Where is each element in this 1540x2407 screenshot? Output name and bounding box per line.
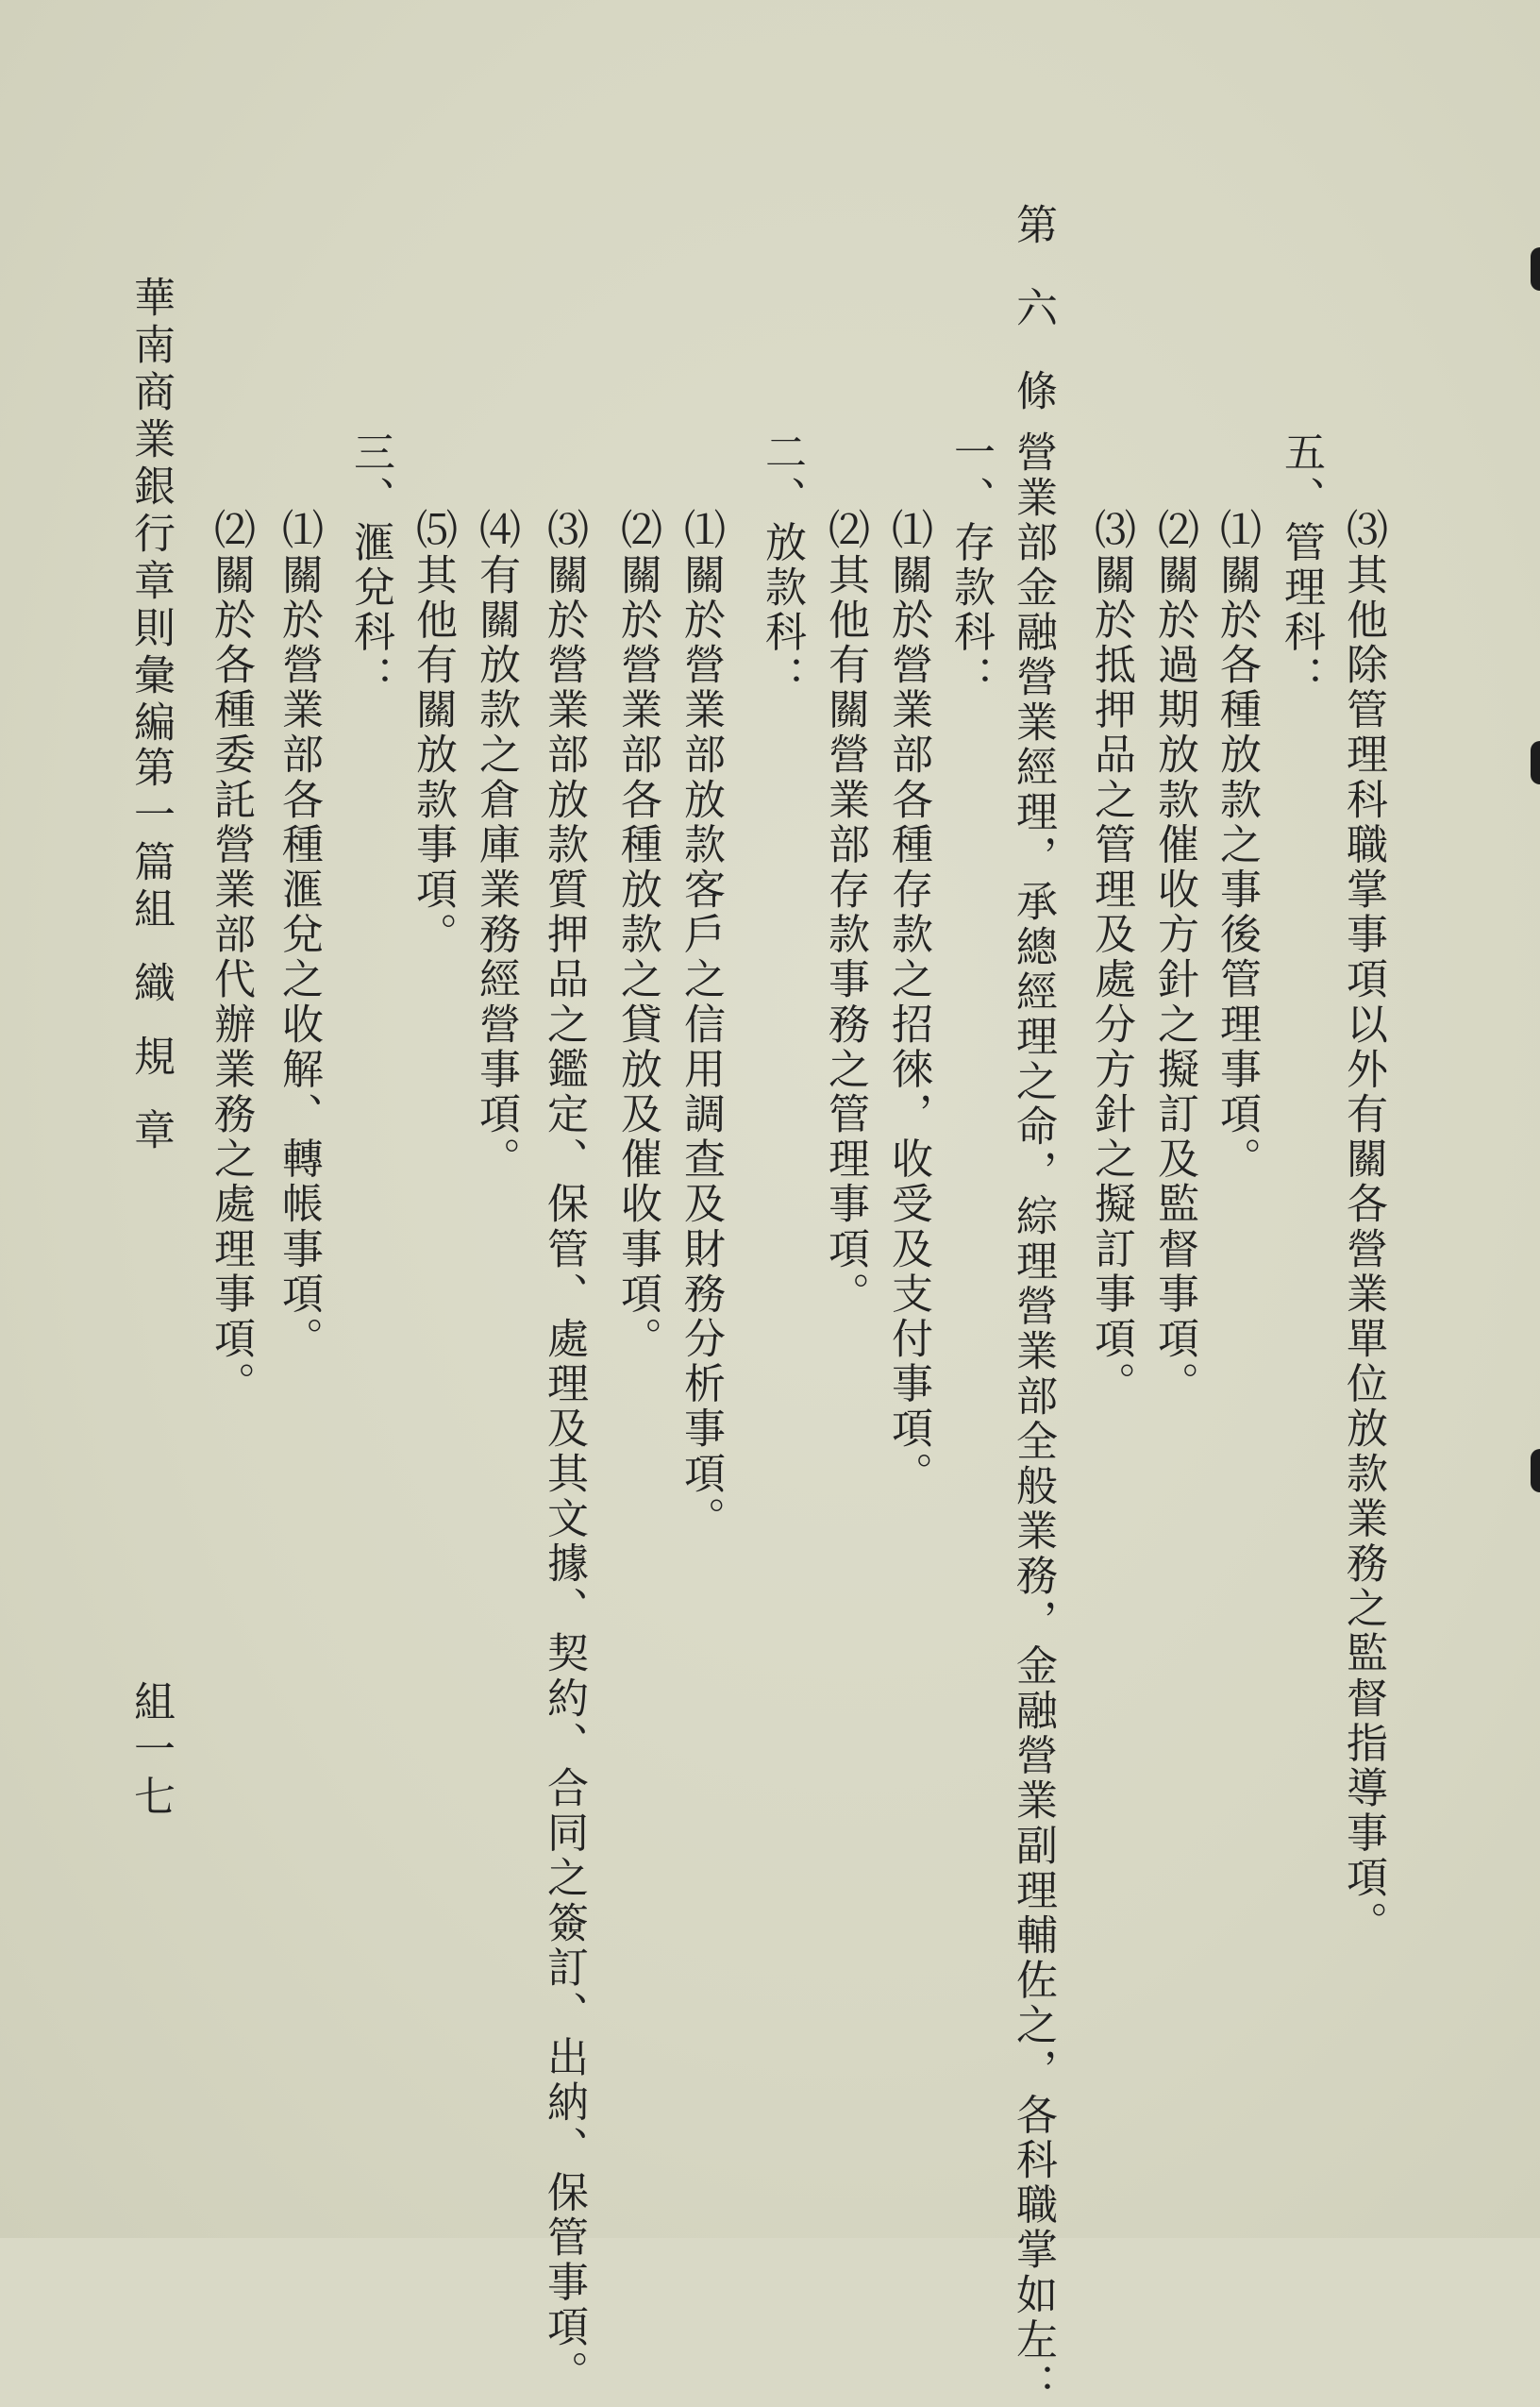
footer-book-title: 華南商業銀行章則彙編 [126,276,175,748]
prev-section-item: ⑴關於各種放款之事後管理事項。 [1213,508,1261,1182]
footer-chapter: 組織規章 [126,887,175,1182]
article-heading: 第六條 [1009,203,1057,452]
section-heading-loan: 二、放款科： [758,430,806,700]
section-item: ⑴關於營業部放款客戶之信用調查及財務分析事項。 [677,508,725,1541]
section-item: ⑴關於營業部各種滙兌之收解、轉帳事項。 [275,508,323,1362]
section-item: ⑷有關放款之倉庫業務經營事項。 [472,508,520,1182]
binding-hole-mark [1531,247,1540,291]
page-number: 組一七 [126,1680,175,1822]
section-item: ⑵關於各種委託營業部代辦業務之處理事項。 [207,508,255,1406]
prev-section-item: ⑶關於抵押品之管理及處分方針之擬訂事項。 [1087,508,1135,1406]
section-item: ⑶關於營業部放款質押品之鑑定、保管、處理及其文據、契約、合同之簽訂、出納、保管事項。 [540,508,588,2396]
section-heading-remittance: 三、滙兌科： [346,430,394,700]
section-item: ⑵其他有關營業部存款事務之管理事項。 [821,508,869,1317]
prev-section-item: ⑵關於過期放款催收方針之擬訂及監督事項。 [1150,508,1198,1406]
binding-hole-mark [1531,741,1540,784]
article-intro: 營業部金融營業經理，承總經理之命，綜理營業部全般業務，金融營業副理輔佐之，各科職掌如左： [1009,430,1057,2407]
prev-section-heading: 五、管理科： [1277,430,1325,700]
section-item: ⑴關於營業部各種存款之招徠，收受及支付事項。 [884,508,932,1497]
binding-hole-mark [1531,1449,1540,1492]
section-item: ⑸其他有關放款事項。 [409,508,457,957]
prev-section-item-3: ⑶其他除管理科職掌事項以外有關各營業單位放款業務之監督指導事項。 [1339,508,1387,1946]
section-heading-deposit: 一、存款科： [946,430,995,700]
section-item: ⑵關於營業部各種放款之貸放及催收事項。 [613,508,661,1362]
footer-part: 第一篇 [126,746,175,887]
